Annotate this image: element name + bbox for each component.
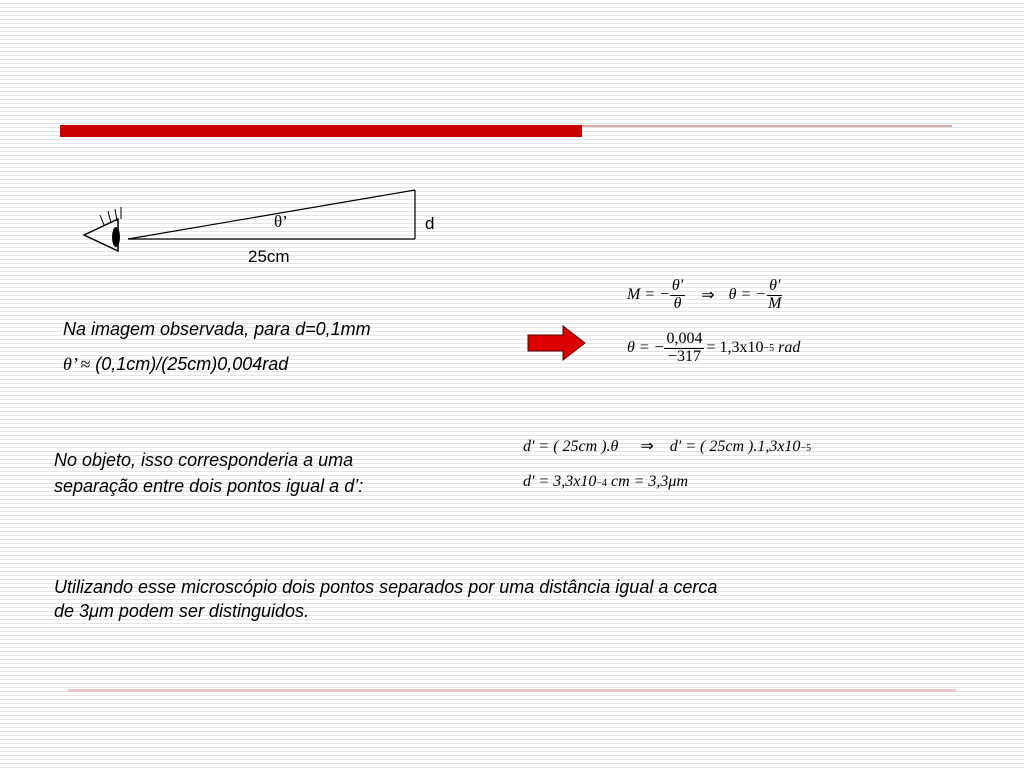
eq1-denominator: θ xyxy=(673,294,682,312)
object-correspond-text-2: separação entre dois pontos igual a d’: xyxy=(54,476,364,496)
eq1-arrow: ⇒ xyxy=(701,287,715,304)
right-arrow-icon xyxy=(527,325,587,361)
title-rule-thin xyxy=(582,125,952,127)
eq3-arrow: ⇒ xyxy=(640,438,654,455)
eq2-result: = 1,3x10 xyxy=(706,339,764,356)
eq1-denominator2: M xyxy=(768,294,782,312)
eq4-left: d' = 3,3x10 xyxy=(523,473,597,490)
eq3-right: d' = ( 25cm ).1,3x10 xyxy=(669,438,801,455)
eq3-left: d' = ( 25cm ).θ xyxy=(523,438,619,455)
footer-rule xyxy=(68,689,956,692)
eq2-exponent: −5 xyxy=(763,342,775,354)
equation-theta xyxy=(627,326,800,370)
eq1-fraction2 xyxy=(766,278,783,313)
eq1-numerator2: θ' xyxy=(769,276,781,294)
eq4-right: cm = 3,3μm xyxy=(610,473,689,490)
eq2-unit: rad xyxy=(778,339,801,356)
eq2-numerator: 0,004 xyxy=(666,329,703,347)
base-label: 25cm xyxy=(248,247,290,266)
eq1-numerator: θ' xyxy=(671,276,684,294)
equation-magnification xyxy=(627,274,783,316)
theta-approx-line xyxy=(63,354,288,375)
title-rule-thick xyxy=(60,125,582,137)
eq1-mid: θ = − xyxy=(728,286,767,303)
theta-approx-symbol: θ’ ≈ xyxy=(63,354,91,374)
object-correspond-text-1: No objeto, isso corresponderia a uma xyxy=(54,450,354,470)
eye-icon xyxy=(84,207,121,251)
conclusion-text-2: de 3μm podem ser distinguidos. xyxy=(54,601,309,621)
side-label-d: d xyxy=(425,214,435,233)
eq3-exponent: −5 xyxy=(800,443,812,454)
eq2-fraction xyxy=(664,331,704,366)
angle-label: θ’ xyxy=(274,212,288,231)
equation-dprime-1 xyxy=(523,436,811,456)
equation-dprime-2 xyxy=(523,473,688,491)
conclusion-text-1: Utilizando esse microscópio dois pontos separados por uma distância igual a cerca xyxy=(54,577,718,597)
eq2-lhs: θ = − xyxy=(627,339,665,356)
triangle-shape xyxy=(128,190,415,239)
observed-image-text: Na imagem observada, para d=0,1mm xyxy=(63,319,371,339)
eq1-lhs: M = − xyxy=(627,286,670,303)
eq4-exponent: −4 xyxy=(596,478,607,489)
eq2-denominator: −317 xyxy=(667,347,701,365)
eq1-fraction xyxy=(670,278,685,313)
theta-approx-value: (0,1cm)/(25cm)0,004rad xyxy=(95,354,289,374)
